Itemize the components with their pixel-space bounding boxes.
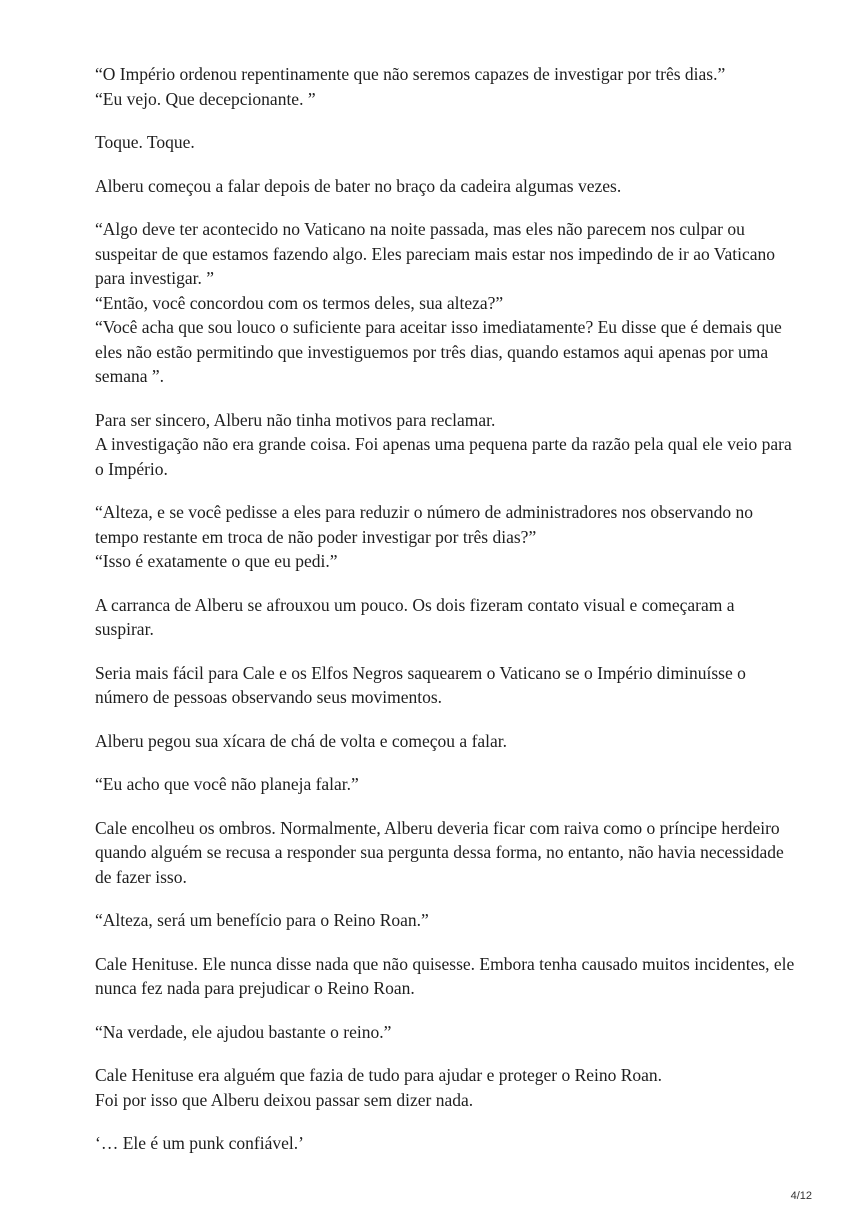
paragraph: [95, 908, 795, 933]
text-line: Cale Henituse era alguém que fazia de tudo para ajudar e proteger o Reino Roan.: [95, 1065, 663, 1085]
paragraph: [95, 408, 795, 482]
dialogue-line: “Eu acho que você não planeja falar.”: [95, 774, 359, 794]
text-line: A carranca de Alberu se afrouxou um pouco. Os dois fizeram contato visual e começaram a suspirar.: [95, 594, 735, 639]
paragraph: [95, 62, 795, 111]
dialogue-line: “Alteza, será um benefício para o Reino Roan.”: [95, 910, 429, 930]
paragraph: [95, 729, 795, 754]
text-line: Cale Henituse. Ele nunca disse nada que não quisesse. Embora tenha causado muitos incidentes, ele nunca fez nada para prejudicar o Reino Roan.: [95, 953, 795, 998]
paragraph: [95, 661, 795, 710]
dialogue-line: “Algo deve ter acontecido no Vaticano na noite passada, mas eles não parecem nos culpar ou suspeitar de que estamos fazendo algo. Eles pareciam mais estar nos impedindo de ir ao Vaticano para investigar. ”: [95, 219, 776, 288]
dialogue-line: “Você acha que sou louco o suficiente para aceitar isso imediatamente? Eu disse que é demais que eles não estão permitindo que investiguemos por três dias, quando estamos aqui apenas por uma semana ”.: [95, 317, 782, 386]
paragraph: [95, 1131, 795, 1156]
text-line: Toque. Toque.: [95, 132, 195, 152]
paragraph: [95, 1020, 795, 1045]
text-line: Para ser sincero, Alberu não tinha motivos para reclamar.: [95, 409, 496, 430]
paragraph: [95, 130, 795, 155]
page-number: 4/12: [790, 1190, 812, 1202]
dialogue-line: “Na verdade, ele ajudou bastante o reino.”: [95, 1021, 392, 1042]
document-body: [95, 62, 795, 1175]
text-line: Seria mais fácil para Cale e os Elfos Negros saquearem o Vaticano se o Império diminuísse o número de pessoas observando seus movimentos.: [95, 662, 746, 707]
text-line: A investigação não era grande coisa. Foi apenas uma pequena parte da razão pela qual ele veio para o Império.: [95, 434, 792, 479]
paragraph: [95, 500, 795, 574]
dialogue-line: “Alteza, e se você pedisse a eles para reduzir o número de administradores nos observando no tempo restante em troca de não poder investigar por três dias?”: [95, 502, 753, 547]
paragraph: [95, 174, 795, 199]
dialogue-line: “Isso é exatamente o que eu pedi.”: [95, 551, 338, 571]
paragraph: [95, 593, 795, 642]
dialogue-line: “O Império ordenou repentinamente que não seremos capazes de investigar por três dias.”: [95, 64, 726, 84]
text-line: Foi por isso que Alberu deixou passar sem dizer nada.: [95, 1089, 474, 1110]
text-line: Alberu começou a falar depois de bater no braço da cadeira algumas vezes.: [95, 175, 622, 196]
paragraph: [95, 217, 795, 389]
paragraph: [95, 772, 795, 797]
dialogue-line: “Eu vejo. Que decepcionante. ”: [95, 88, 316, 109]
paragraph: [95, 952, 795, 1001]
text-line: Cale encolheu os ombros. Normalmente, Alberu deveria ficar com raiva como o príncipe herdeiro quando alguém se recusa a responder sua pergunta dessa forma, no entanto, não havia necessidade de fazer isso.: [95, 817, 784, 887]
paragraph: [95, 816, 795, 890]
dialogue-line: “Então, você concordou com os termos deles, sua alteza?”: [95, 292, 504, 313]
paragraph: [95, 1063, 795, 1112]
text-line: Alberu pegou sua xícara de chá de volta e começou a falar.: [95, 730, 508, 751]
thought-line: ‘… Ele é um punk confiável.’: [95, 1133, 304, 1153]
